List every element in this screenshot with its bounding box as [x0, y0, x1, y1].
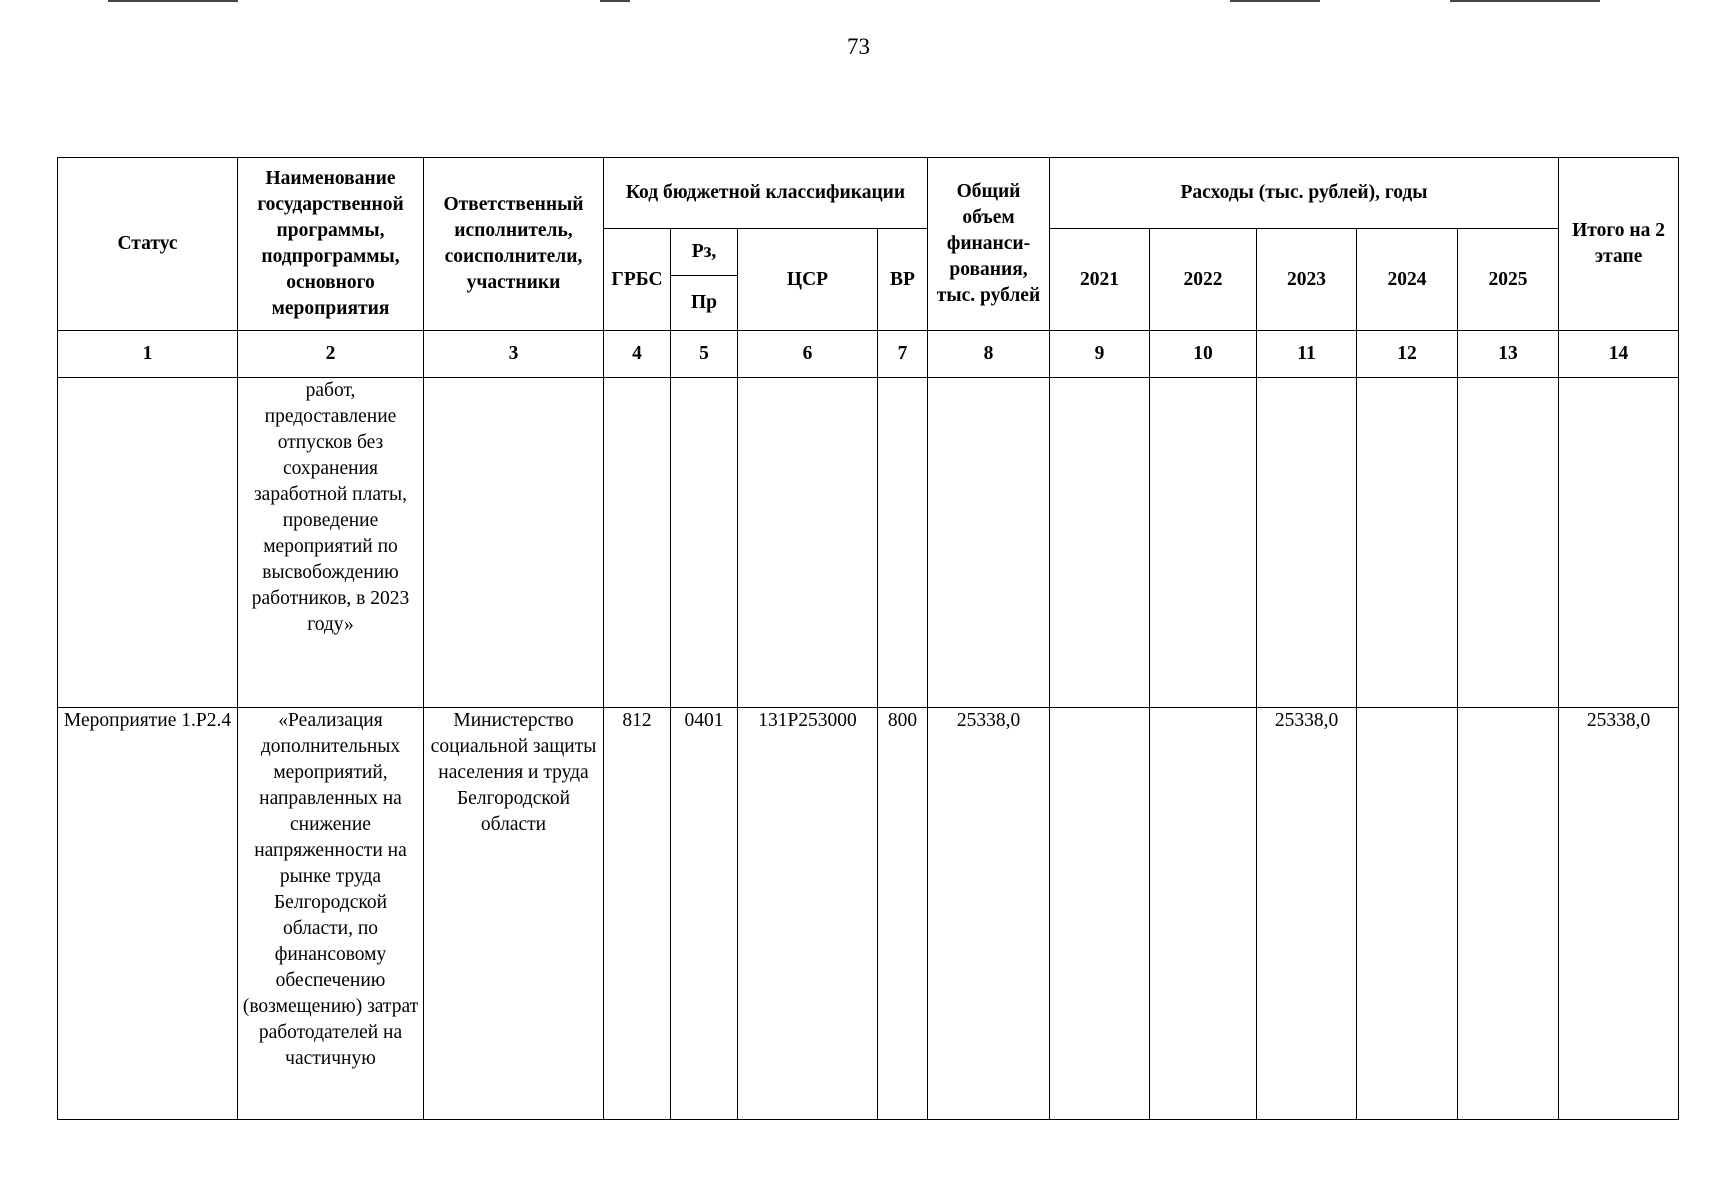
- column-number: 1: [58, 331, 238, 378]
- cell-csr: 131Р253000: [738, 708, 878, 1120]
- column-number: 13: [1458, 331, 1559, 378]
- cell-rzpr: 0401: [671, 708, 738, 1120]
- column-number: 6: [738, 331, 878, 378]
- header-year-2023: 2023: [1257, 229, 1357, 331]
- column-number: 5: [671, 331, 738, 378]
- cell-vr: [878, 378, 928, 708]
- page-number: 73: [847, 34, 870, 59]
- header-year-2024: 2024: [1357, 229, 1458, 331]
- column-number-row: [58, 331, 1679, 378]
- cell-stage-total: [1559, 378, 1679, 708]
- column-number: 2: [238, 331, 424, 378]
- header-year-2021: 2021: [1050, 229, 1150, 331]
- cell-2024: [1357, 708, 1458, 1120]
- column-number: 11: [1257, 331, 1357, 378]
- cell-total: [928, 378, 1050, 708]
- header-csr: ЦСР: [738, 229, 878, 331]
- header-rz: Рз,: [671, 229, 738, 276]
- column-number: 14: [1559, 331, 1679, 378]
- header-status: Статус: [58, 158, 238, 331]
- cell-csr: [738, 378, 878, 708]
- header-budget-code: Код бюджетной классификации: [604, 158, 928, 229]
- header-pr: Пр: [671, 276, 738, 331]
- column-number: 7: [878, 331, 928, 378]
- column-number: 9: [1050, 331, 1150, 378]
- cell-2023: 25338,0: [1257, 708, 1357, 1120]
- header-expenses: Расходы (тыс. рублей), годы: [1050, 158, 1559, 229]
- cell-2022: [1150, 378, 1257, 708]
- cell-rzpr: [671, 378, 738, 708]
- column-number: 8: [928, 331, 1050, 378]
- header-program-name: Наименование государственной программы, подпрограммы, основного мероприятия: [238, 158, 424, 331]
- cell-status: Мероприятие 1.Р2.4: [58, 708, 238, 1120]
- header-total-financing: Общий объем финанси-рования, тыс. рублей: [928, 158, 1050, 331]
- cell-grbs: 812: [604, 708, 671, 1120]
- cell-2025: [1458, 378, 1559, 708]
- header-stage-total: Итого на 2 этапе: [1559, 158, 1679, 331]
- top-rule-mid: [600, 0, 630, 2]
- cell-total: 25338,0: [928, 708, 1050, 1120]
- top-rule-right-1: [1230, 0, 1320, 2]
- cell-responsible: [424, 378, 604, 708]
- header-responsible: Ответственный исполнитель, соисполнители, участники: [424, 158, 604, 331]
- top-rule-left: [108, 0, 238, 2]
- column-number: 4: [604, 331, 671, 378]
- cell-vr: 800: [878, 708, 928, 1120]
- cell-stage-total: 25338,0: [1559, 708, 1679, 1120]
- cell-grbs: [604, 378, 671, 708]
- cell-2021: [1050, 378, 1150, 708]
- cell-responsible: Министерство социальной защиты населения и труда Белгородской области: [424, 708, 604, 1120]
- cell-name: «Реализация дополнительных мероприятий, направленных на снижение напряженности на рынке труда Белгородской области, по финансовому обеспечению (возмещению) затрат работодателей на частичную: [238, 708, 424, 1120]
- cell-2023: [1257, 378, 1357, 708]
- cell-name: работ, предоставление отпусков без сохранения заработной платы, проведение мероприятий по высвобождению работников, в 2023 году»: [238, 378, 424, 708]
- top-rule-right-2: [1450, 0, 1600, 2]
- cell-2024: [1357, 378, 1458, 708]
- header-year-2025: 2025: [1458, 229, 1559, 331]
- cell-2025: [1458, 708, 1559, 1120]
- header-grbs: ГРБС: [604, 229, 671, 331]
- budget-table: [57, 157, 1679, 1120]
- cell-2021: [1050, 708, 1150, 1120]
- cell-2022: [1150, 708, 1257, 1120]
- table-row: [58, 708, 1679, 1120]
- header-year-2022: 2022: [1150, 229, 1257, 331]
- column-number: 12: [1357, 331, 1458, 378]
- column-number: 10: [1150, 331, 1257, 378]
- column-number: 3: [424, 331, 604, 378]
- header-vr: ВР: [878, 229, 928, 331]
- cell-status: [58, 378, 238, 708]
- table-row: [58, 378, 1679, 708]
